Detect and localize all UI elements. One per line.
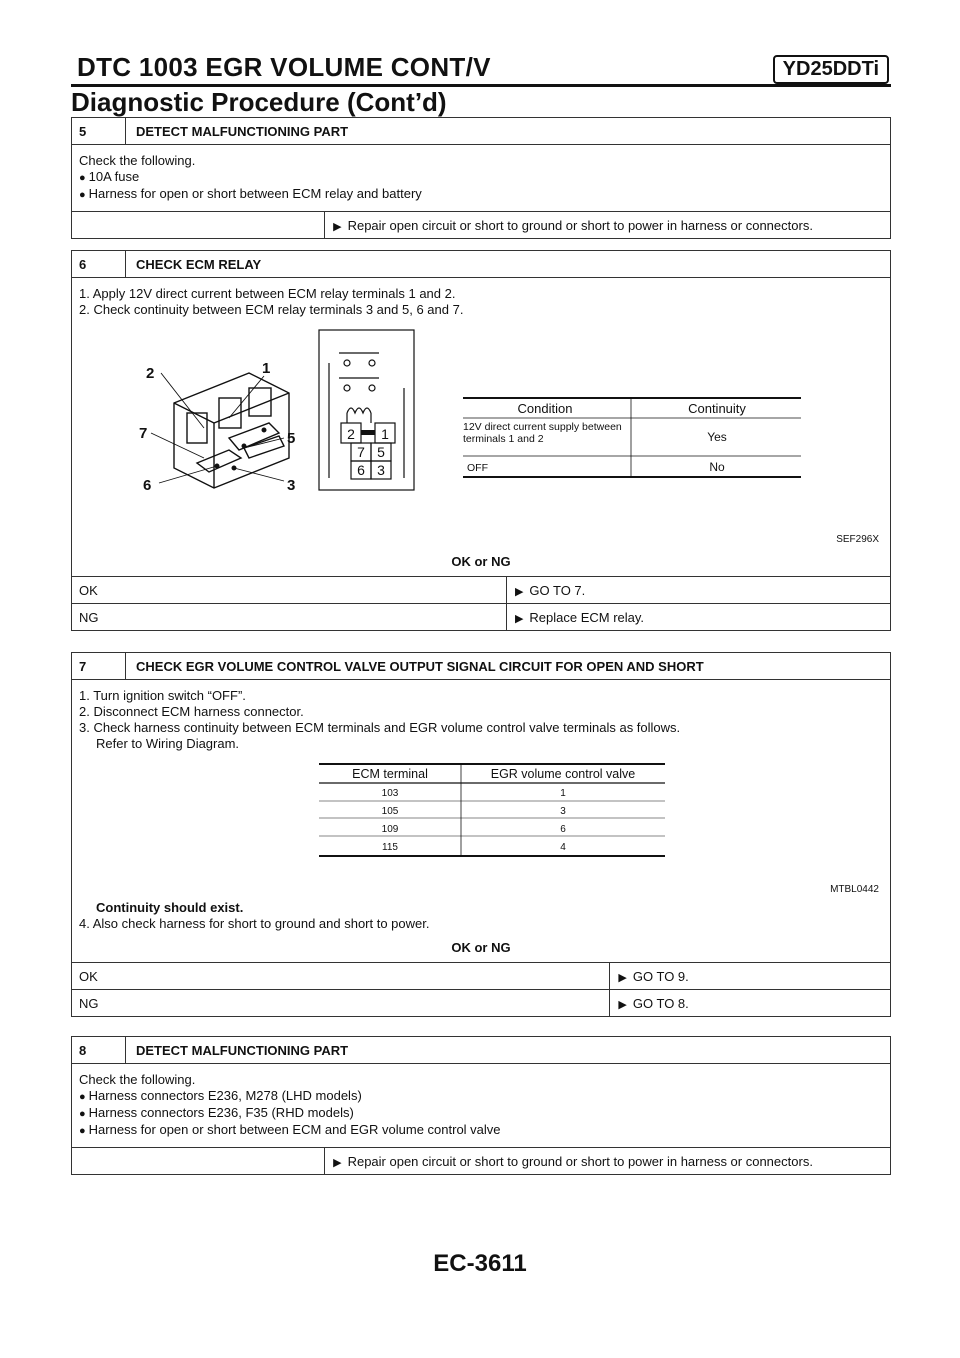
result-action: ▶ Repair open circuit or short to ground or short to power in harness or connectors. [325,1148,891,1175]
callout-1: 1 [262,360,271,377]
step-number: 7 [72,653,126,680]
ok-ng-label: OK or NG [451,940,511,955]
table-row [72,604,891,631]
schematic-terminal: 6 [357,462,365,478]
callout-2: 2 [146,365,155,382]
arrow-right-icon: ▶ [514,585,524,598]
list-item: ● Harness connectors E236, M278 (LHD models) [79,1088,362,1103]
result-label [72,212,325,239]
table-row [72,990,891,1017]
result-label: OK [72,963,610,990]
step-8-table [71,1036,891,1175]
arrow-right-icon: ▶ [514,612,524,625]
callout-7: 7 [139,425,148,442]
table-row [72,963,891,990]
result-action: ▶ Repair open circuit or short to ground or short to power in harness or connectors. [325,212,891,239]
result-action: ▶ GO TO 7. [506,577,890,604]
continuity-cell: No [709,460,725,474]
table-cell: 1 [560,788,566,799]
model-badge: YD25DDTi [773,55,889,84]
instruction-line: 3. Check harness continuity between ECM terminals and EGR volume control valve terminals as follows. [79,720,681,735]
table-cell: 6 [560,824,566,835]
table-cell: 3 [560,806,566,817]
table-cell: 4 [560,842,566,853]
reference-note: Refer to Wiring Diagram. [96,736,240,751]
relay-diagram [79,318,884,548]
result-label [72,1148,325,1175]
result-action: ▶ Replace ECM relay. [506,604,890,631]
schematic-terminal: 5 [377,444,385,460]
step-body [72,145,891,212]
bullet-icon: ● [79,1125,86,1137]
result-label: NG [72,604,507,631]
instruction-line: 2. Disconnect ECM harness connector. [79,704,304,719]
continuity-header: Continuity [688,401,746,416]
figure-code: SEF296X [836,534,879,545]
table-row [72,577,891,604]
table-cell: 103 [381,788,399,799]
instruction-line: 1. Apply 12V direct current between ECM relay terminals 1 and 2. [79,286,456,301]
table-cell: 105 [381,806,399,817]
condition-cell: OFF [467,462,488,474]
step-heading: DETECT MALFUNCTIONING PART [126,118,891,145]
condition-header: Condition [517,401,573,416]
step-heading: DETECT MALFUNCTIONING PART [126,1037,891,1064]
ok-ng-label: OK or NG [451,554,511,569]
figure-code: MTBL0442 [830,884,879,895]
list-item: ● Harness for open or short between ECM relay and battery [79,186,422,201]
arrow-right-icon: ▶ [333,1156,342,1169]
page-subtitle: Diagnostic Procedure (Cont’d) [71,87,447,117]
schematic-terminal: 3 [377,462,385,478]
result-action: ▶ GO TO 9. [610,963,891,990]
page-number: EC-3611 [433,1250,527,1277]
bullet-icon: ● [79,1108,86,1120]
page-title: DTC 1003 EGR VOLUME CONT/V [77,52,491,82]
step-heading: CHECK ECM RELAY [126,251,891,278]
callout-6: 6 [143,477,152,494]
arrow-right-icon: ▶ [618,971,627,984]
list-item: ● 10A fuse [79,169,140,184]
terminal-table [79,752,884,900]
relay-figure [79,318,883,548]
step-5-table [71,117,891,239]
callout-3: 3 [287,477,296,494]
arrow-right-icon: ▶ [618,998,627,1011]
table-cell: 109 [381,824,399,835]
schematic-terminal: 7 [357,444,365,460]
step-6-table [71,250,891,631]
continuity-cell: Yes [707,430,727,444]
continuity-note: Continuity should exist. [96,900,244,915]
result-label: OK [72,577,507,604]
result-label: NG [72,990,610,1017]
step-7-table [71,652,891,1017]
table-cell: 115 [382,842,398,853]
instruction-line: 2. Check continuity between ECM relay terminals 3 and 5, 6 and 7. [79,302,464,317]
callout-5: 5 [287,430,296,447]
egr-valve-header: EGR volume control valve [490,767,636,781]
terminal-figure [79,752,883,900]
list-item: ● Harness for open or short between ECM and EGR volume control valve [79,1122,501,1137]
step-body [72,680,891,963]
page-header [71,52,891,86]
step-number: 6 [72,251,126,278]
bullet-icon: ● [79,172,86,184]
step-body [72,278,891,577]
ecm-terminal-header: ECM terminal [352,767,428,781]
result-action: ▶ GO TO 8. [610,990,891,1017]
schematic-terminal: 2 [347,426,355,442]
condition-cell: 12V direct current supply between terminals 1 and 2 [463,421,622,445]
instruction-line: 1. Turn ignition switch “OFF”. [79,688,246,703]
bullet-icon: ● [79,189,86,201]
schematic-terminal: 1 [381,426,389,442]
bullet-icon: ● [79,1091,86,1103]
list-item: ● Harness connectors E236, F35 (RHD models) [79,1105,354,1120]
step-intro: Check the following. [79,153,196,168]
step-heading: CHECK EGR VOLUME CONTROL VALVE OUTPUT SIGNAL CIRCUIT FOR OPEN AND SHORT [126,653,891,680]
arrow-right-icon: ▶ [333,220,342,233]
step-body [72,1064,891,1148]
instruction-line: 4. Also check harness for short to ground and short to power. [79,916,430,931]
step-number: 8 [72,1037,126,1064]
step-number: 5 [72,118,126,145]
step-intro: Check the following. [79,1072,196,1087]
